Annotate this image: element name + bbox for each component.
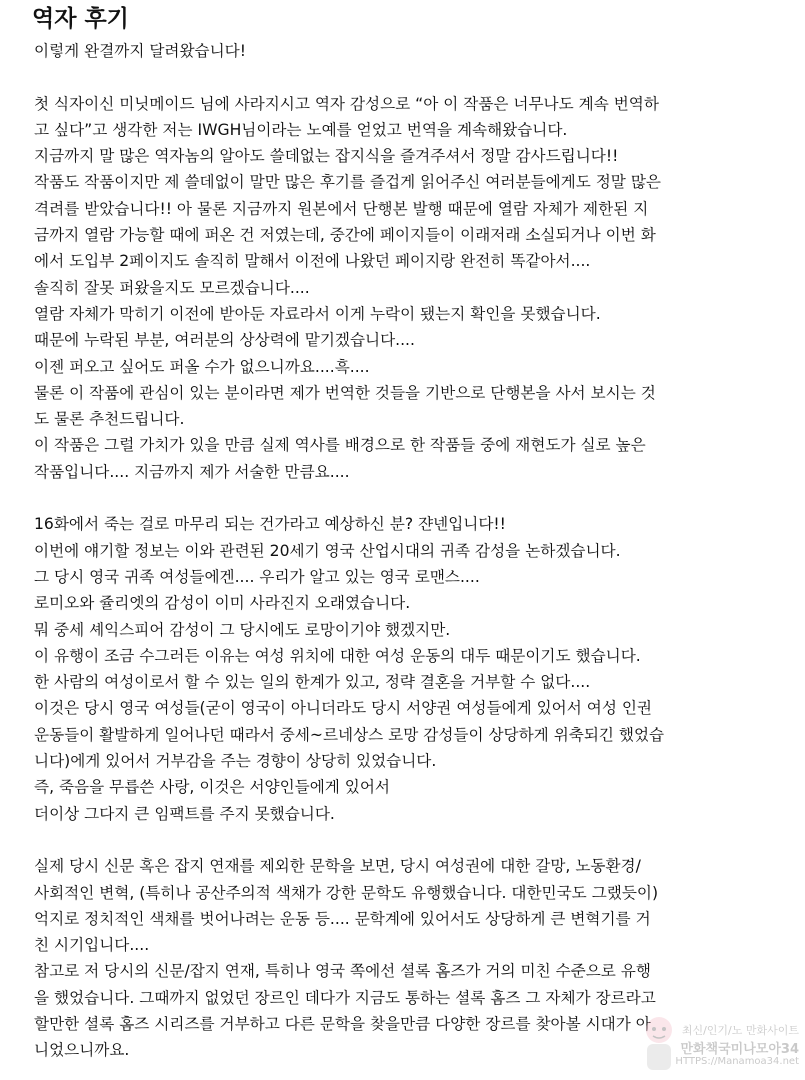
text-line: 이번에 얘기할 정보는 이와 관련된 20세기 영국 산업시대의 귀족 감성을 논하겠습니다. xyxy=(34,541,621,560)
text-line: 한 사람의 여성이로서 할 수 있는 일의 한계가 있고, 정략 결혼을 거부할 수 없다.... xyxy=(34,673,591,692)
text-line: 지금까지 말 많은 역자놈의 알아도 쓸데없는 잡지식을 즐겨주셔서 정말 감사드립니다!! xyxy=(34,147,619,166)
text-line: 실제 당시 신문 혹은 잡지 연재를 제외한 문학을 보면, 당시 여성권에 대한 갈망, 노동환경/ xyxy=(34,857,641,876)
text-line: 이것은 당시 영국 여성들(굳이 영국이 아니더라도 당시 서양권 여성들에게 있어서 여성 인권 xyxy=(34,699,652,718)
text-line: 고 싶다”고 생각한 저는 IWGH님이라는 노예를 얻었고 번역을 계속해왔습니다. xyxy=(34,120,568,139)
text-line: 작품입니다.... 지금까지 제가 서술한 만큼요.... xyxy=(34,462,350,481)
text-line: 억지로 정치적인 색채를 벗어나려는 운동 등.... 문학계에 있어서도 상당하게 큰 변혁기를 거 xyxy=(34,909,651,928)
text-line: 금까지 열람 가능할 때에 퍼온 건 저였는데, 중간에 페이지들이 이래저래 소실되거나 이번 화 xyxy=(34,226,656,245)
text-line: 사회적인 변혁, (특히나 공산주의적 색채가 강한 문학도 유행했습니다. 대한민국도 그랬듯이) xyxy=(34,883,659,902)
text-line: 이렇게 완결까지 달려왔습니다! xyxy=(34,42,246,60)
text-line: 더이상 그다지 큰 임팩트를 주지 못했습니다. xyxy=(34,804,335,823)
text-line: 솔직히 잘못 퍼왔을지도 모르겠습니다.... xyxy=(34,278,310,297)
blank-line xyxy=(34,827,794,853)
page-title: 역자 후기 xyxy=(32,6,129,32)
text-line: 즉, 죽음을 무릅쓴 사랑, 이것은 서양인들에게 있어서 xyxy=(34,778,390,797)
text-line: 그 당시 영국 귀족 여성들에겐.... 우리가 알고 있는 영국 로맨스.... xyxy=(34,567,480,586)
text-line: 도 물론 추천드립니다. xyxy=(34,410,185,429)
document-page xyxy=(34,4,794,1064)
mascot-icon xyxy=(639,1014,679,1072)
text-line: 물론 이 작품에 관심이 있는 분이라면 제가 번역한 것들을 기반으로 단행본을 사서 보시는 것 xyxy=(34,383,656,402)
text-line: 을 했었습니다. 그때까지 없었던 장르인 데다가 지금도 통하는 셜록 홈즈 그 자체가 장르라고 xyxy=(34,988,656,1007)
text-line: 이젠 퍼오고 싶어도 퍼올 수가 없으니까요....흑.... xyxy=(34,357,370,376)
text-line: 이 작품은 그럴 가치가 있을 만큼 실제 역사를 배경으로 한 작품들 중에 재현도가 실로 높은 xyxy=(34,436,646,455)
text-line: 니었으니까요. xyxy=(34,1041,130,1060)
site-watermark xyxy=(639,1014,799,1074)
blank-line xyxy=(34,485,794,511)
watermark-line-1: 최신/인기/노 만화사이트 xyxy=(681,1024,799,1037)
text-line: 첫 식자이신 미닛메이드 님에 사라지시고 역자 감성으로 “아 이 작품은 너무나도 계속 번역하 xyxy=(34,94,659,113)
document-body xyxy=(34,38,794,1064)
text-line: 격려를 받았습니다!! 아 물론 지금까지 원본에서 단행본 발행 때문에 열람 자체가 제한된 지 xyxy=(34,199,649,218)
text-line: 뭐 중세 셰익스피어 감성이 그 당시에도 로망이기야 했겠지만. xyxy=(34,620,451,639)
text-line: 작품도 작품이지만 제 쓸데없이 말만 많은 후기를 즐겁게 읽어주신 여러분들에게도 정말 많은 xyxy=(34,173,661,192)
text-line: 16화에서 죽는 걸로 마무리 되는 건가라고 예상하신 분? 쟌넨입니다!! xyxy=(34,515,506,534)
text-line: 운동들이 활발하게 일어나던 때라서 중세~르네상스 로망 감성들이 상당하게 위축되긴 했었습 xyxy=(34,725,665,744)
blank-line xyxy=(34,64,794,90)
text-line: 참고로 저 당시의 신문/잡지 연재, 특히나 영국 쪽에선 셜록 홈즈가 거의 미친 수준으로 유행 xyxy=(34,962,651,981)
text-line: 에서 도입부 2페이지도 솔직히 말해서 이전에 나왔던 페이지랑 완전히 똑같아서.... xyxy=(34,252,591,271)
text-line: 니다)에게 있어서 거부감을 주는 경향이 상당히 있었습니다. xyxy=(34,752,437,771)
text-line: 할만한 셜록 홈즈 시리즈를 거부하고 다른 문학을 찾을만큼 다양한 장르를 찾아볼 시대가 아 xyxy=(34,1014,651,1033)
watermark-line-3: HTTPS://Manamoa34.net xyxy=(675,1056,799,1067)
text-line: 이 유행이 조금 수그러든 이유는 여성 위치에 대한 여성 운동의 대두 때문이기도 했습니다. xyxy=(34,646,641,665)
text-line: 열람 자체가 막히기 이전에 받아둔 자료라서 이게 누락이 됐는지 확인을 못했습니다. xyxy=(34,304,601,323)
text-line: 친 시기입니다.... xyxy=(34,936,150,955)
text-line: 로미오와 쥴리엣의 감성이 이미 사라진지 오래였습니다. xyxy=(34,594,411,613)
watermark-line-2: 만화책국미나모아34 xyxy=(680,1042,799,1057)
text-line: 때문에 누락된 부분, 여러분의 상상력에 맡기겠습니다.... xyxy=(34,331,415,350)
